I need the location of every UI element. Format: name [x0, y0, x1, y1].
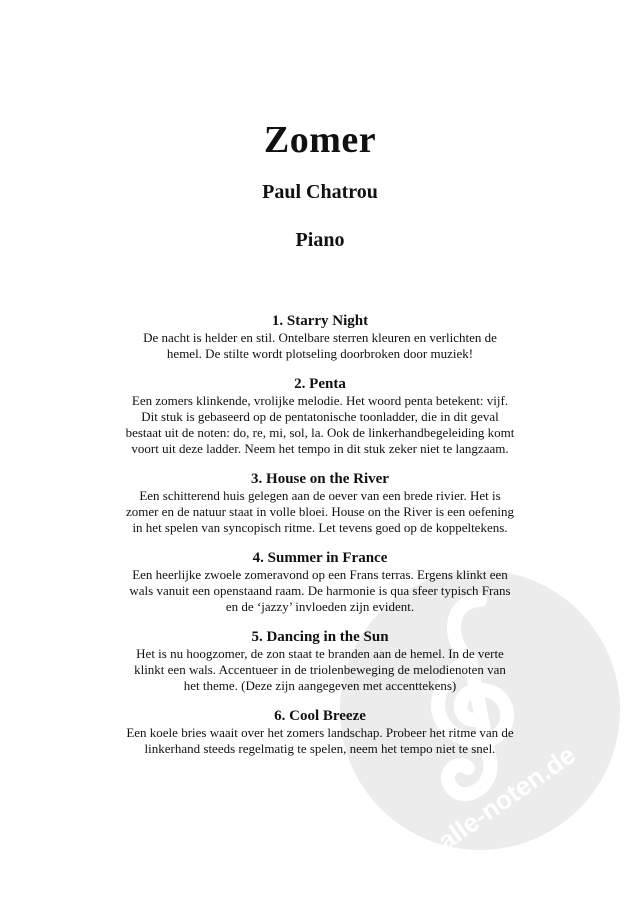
piece-4 [100, 550, 540, 615]
piece-1 [100, 313, 540, 362]
piece-description [100, 567, 540, 615]
piece-heading: 5. Dancing in the Sun [251, 629, 389, 645]
piece-heading: 6. Cool Breeze [274, 708, 366, 724]
description-line: zomer en de natuur staat in volle bloei. House on the River is een oefening [125, 504, 515, 519]
description-line: Een zomers klinkende, vrolijke melodie. Het woord penta betekent: vijf. [131, 393, 509, 408]
description-line: De nacht is helder en stil. Ontelbare sterren kleuren en verlichten de [143, 330, 497, 345]
description-line: wals vanuit een openstaand raam. De harmonie is qua sfeer typisch Frans [129, 583, 511, 598]
description-line: Een koele bries waait over het zomers landschap. Probeer het ritme van de [126, 725, 514, 740]
piece-6 [100, 708, 540, 757]
description-line: het theme. (Deze zijn aangegeven met accenttekens) [183, 678, 457, 693]
description-line: Het is nu hoogzomer, de zon staat te branden aan de hemel. In de verte [136, 646, 504, 661]
description-line: Een heerlijke zwoele zomeravond op een Frans terras. Ergens klinkt een [132, 567, 508, 582]
piece-2 [100, 376, 540, 457]
piece-heading: 2. Penta [294, 376, 346, 392]
piece-heading: 4. Summer in France [252, 550, 388, 566]
pieces-list [100, 313, 540, 771]
piece-description [100, 330, 540, 362]
composer-name: Paul Chatrou [262, 181, 378, 203]
document-title: Zomer [263, 119, 377, 161]
piece-description [100, 488, 540, 536]
piece-5 [100, 629, 540, 694]
description-line: linkerhand steeds regelmatig te spelen, neem het tempo niet te snel. [144, 741, 496, 756]
piece-description [100, 725, 540, 757]
piece-heading: 3. House on the River [251, 471, 389, 487]
piece-description [100, 646, 540, 694]
piece-heading: 1. Starry Night [271, 313, 369, 329]
description-line: Dit stuk is gebaseerd op de pentatonische toonladder, die in dit geval [141, 409, 499, 424]
piece-description [100, 393, 540, 457]
description-line: in het spelen van syncopisch ritme. Let tevens goed op de koppeltekens. [132, 520, 508, 535]
instrument-name: Piano [295, 229, 345, 251]
description-line: klinkt een wals. Accentueer in de triolenbeweging de melodienoten van [134, 662, 506, 677]
description-line: Een schitterend huis gelegen aan de oever van een brede rivier. Het is [139, 488, 501, 503]
watermark-text: alle-noten.de [432, 739, 581, 856]
description-line: voort uit deze ladder. Neem het tempo in dit stuk zeker niet te langzaam. [131, 441, 509, 456]
piece-3 [100, 471, 540, 536]
description-line: hemel. De stilte wordt plotseling doorbroken door muziek! [166, 346, 474, 361]
description-line: en de ‘jazzy’ invloeden zijn evident. [225, 599, 415, 614]
description-line: bestaat uit de noten: do, re, mi, sol, la. Ook de linkerhandbegeleiding komt [125, 425, 515, 440]
